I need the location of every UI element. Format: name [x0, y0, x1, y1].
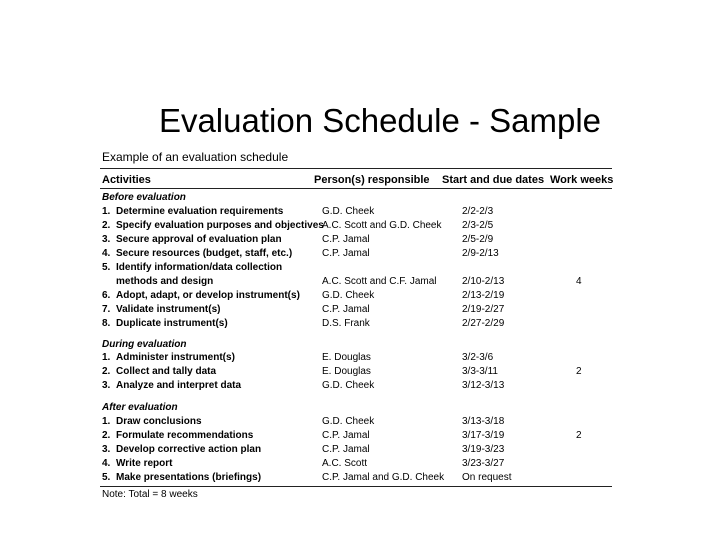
row-dates: 2/13-2/19: [462, 290, 505, 301]
row-dates: On request: [462, 472, 512, 483]
table-row: [100, 220, 612, 234]
table-row: [100, 430, 612, 444]
row-number: 5.: [102, 472, 111, 483]
table-row: [100, 290, 612, 304]
row-activity: Collect and tally data: [116, 366, 217, 377]
row-person: A.C. Scott: [322, 458, 368, 469]
row-person: C.P. Jamal: [322, 430, 370, 441]
table-row: [100, 304, 612, 318]
table-row: [100, 380, 612, 394]
row-number: 2.: [102, 220, 111, 231]
row-person: G.D. Cheek: [322, 290, 375, 301]
row-activity: Determine evaluation requirements: [116, 206, 284, 217]
header-persons: Person(s) responsible: [314, 174, 430, 186]
row-number: 2.: [102, 430, 111, 441]
row-person: C.P. Jamal and G.D. Cheek: [322, 472, 445, 483]
row-dates: 3/23-3/27: [462, 458, 505, 469]
row-activity: Identify information/data collection: [116, 262, 283, 273]
row-person: E. Douglas: [322, 366, 371, 377]
row-activity: Duplicate instrument(s): [116, 318, 228, 329]
row-activity: Validate instrument(s): [116, 304, 221, 315]
row-weeks: 4: [576, 276, 582, 287]
table-row: [100, 352, 612, 366]
row-person: G.D. Cheek: [322, 416, 375, 427]
row-activity: Develop corrective action plan: [116, 444, 262, 455]
row-dates: 2/5-2/9: [462, 234, 494, 245]
table-row: [100, 444, 612, 458]
row-number: 4.: [102, 458, 111, 469]
row-dates: 3/12-3/13: [462, 380, 505, 391]
table-row: [100, 262, 612, 276]
table-bottom-rule: [100, 486, 612, 487]
row-dates: 3/3-3/11: [462, 366, 498, 377]
row-person: E. Douglas: [322, 352, 371, 363]
header-weeks: Work weeks: [550, 174, 614, 186]
row-activity: methods and design: [116, 276, 214, 287]
row-number: 3.: [102, 234, 111, 245]
table-row: [100, 416, 612, 430]
row-activity: Secure resources (budget, staff, etc.): [116, 248, 293, 259]
row-activity: Administer instrument(s): [116, 352, 235, 363]
section-label: During evaluation: [102, 339, 187, 350]
section-heading: [100, 192, 612, 206]
row-number: 3.: [102, 380, 111, 391]
table-row: [100, 234, 612, 248]
row-activity: Formulate recommendations: [116, 430, 254, 441]
row-number: 1.: [102, 416, 111, 427]
row-number: 8.: [102, 318, 111, 329]
row-number: 7.: [102, 304, 111, 315]
row-person: A.C. Scott and G.D. Cheek: [322, 220, 442, 231]
row-person: C.P. Jamal: [322, 304, 370, 315]
row-number: 1.: [102, 206, 111, 217]
section-label: Before evaluation: [102, 192, 186, 203]
table-row: [100, 276, 612, 290]
row-person: D.S. Frank: [322, 318, 370, 329]
caption-rule: [100, 168, 612, 169]
table-row: [100, 206, 612, 220]
row-dates: 2/3-2/5: [462, 220, 494, 231]
row-person: C.P. Jamal: [322, 248, 370, 259]
row-weeks: 2: [576, 366, 582, 377]
row-activity: Secure approval of evaluation plan: [116, 234, 282, 245]
row-activity: Adopt, adapt, or develop instrument(s): [116, 290, 300, 301]
header-dates: Start and due dates: [442, 174, 545, 186]
row-activity: Make presentations (briefings): [116, 472, 262, 483]
table-caption: Example of an evaluation schedule: [102, 150, 289, 164]
row-number: 5.: [102, 262, 111, 273]
row-number: 2.: [102, 366, 111, 377]
row-dates: 2/27-2/29: [462, 318, 505, 329]
row-dates: 3/19-3/23: [462, 444, 505, 455]
table-row: [100, 318, 612, 332]
table-row: [100, 366, 612, 380]
row-person: G.D. Cheek: [322, 206, 375, 217]
row-number: 1.: [102, 352, 111, 363]
row-number: 3.: [102, 444, 111, 455]
row-activity: Specify evaluation purposes and objectives: [116, 220, 324, 231]
row-dates: 3/17-3/19: [462, 430, 505, 441]
row-dates: 2/10-2/13: [462, 276, 505, 287]
table-note: Note: Total = 8 weeks: [102, 489, 198, 500]
row-number: 6.: [102, 290, 111, 301]
row-person: C.P. Jamal: [322, 444, 370, 455]
table-row: [100, 248, 612, 262]
table-row: [100, 458, 612, 472]
section-heading: [100, 402, 612, 416]
row-number: 4.: [102, 248, 111, 259]
row-activity: Write report: [116, 458, 173, 469]
row-dates: 2/2-2/3: [462, 206, 494, 217]
row-activity: Analyze and interpret data: [116, 380, 242, 391]
row-dates: 3/13-3/18: [462, 416, 505, 427]
table-row: [100, 472, 612, 486]
section-heading: [100, 339, 612, 353]
row-weeks: 2: [576, 430, 582, 441]
row-dates: 2/19-2/27: [462, 304, 505, 315]
row-activity: Draw conclusions: [116, 416, 202, 427]
row-person: A.C. Scott and C.F. Jamal: [322, 276, 437, 287]
section-label: After evaluation: [102, 402, 178, 413]
row-person: G.D. Cheek: [322, 380, 375, 391]
row-dates: 2/9-2/13: [462, 248, 499, 259]
header-activities: Activities: [102, 174, 151, 186]
row-person: C.P. Jamal: [322, 234, 370, 245]
row-dates: 3/2-3/6: [462, 352, 494, 363]
slide-title: Evaluation Schedule - Sample: [158, 102, 602, 139]
header-rule: [100, 188, 612, 189]
